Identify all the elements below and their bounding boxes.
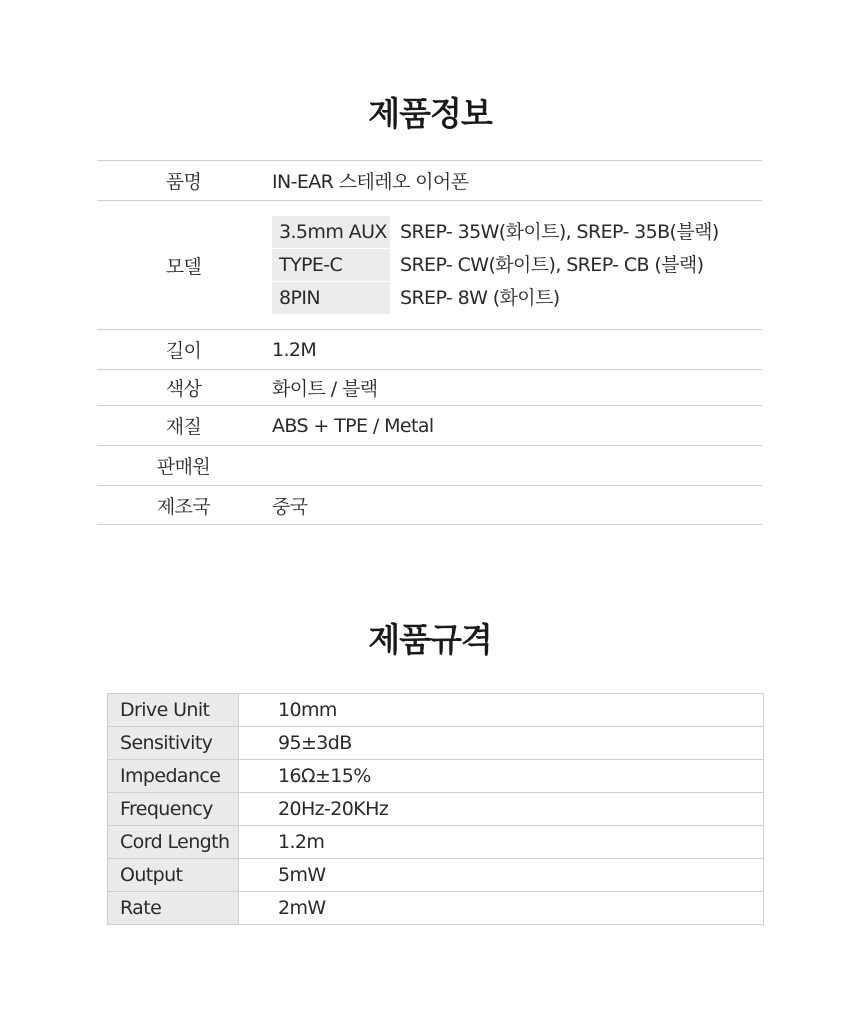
spec-value: 20Hz-20KHz: [239, 793, 764, 826]
info-row-name: [97, 160, 762, 200]
info-label: 색상: [165, 378, 202, 400]
spec-table: [107, 693, 764, 925]
spec-key: Cord Length: [108, 826, 239, 859]
model-value: SREP- 35W(화이트), SREP- 35B(블랙): [400, 221, 719, 243]
table-row: [108, 727, 764, 760]
info-label: 품명: [165, 171, 202, 193]
table-row: [108, 694, 764, 727]
model-value: SREP- CW(화이트), SREP- CB (블랙): [400, 254, 704, 276]
info-value: ABS + TPE / Metal: [272, 414, 434, 437]
model-list: [272, 216, 762, 315]
spec-key: Frequency: [108, 793, 239, 826]
info-label: 길이: [165, 340, 202, 362]
info-row-material: [97, 405, 762, 445]
spec-value: 16Ω±15%: [239, 760, 764, 793]
spec-value: 95±3dB: [239, 727, 764, 760]
table-row: [108, 892, 764, 925]
table-row: [108, 826, 764, 859]
info-row-model: [97, 200, 762, 329]
spec-value: 5mW: [239, 859, 764, 892]
info-label: 제조국: [156, 495, 211, 518]
info-value: IN-EAR 스테레오 이어폰: [272, 171, 469, 193]
info-value: 중국: [272, 495, 308, 518]
model-key: 8PIN: [272, 282, 390, 314]
spec-value: 1.2m: [239, 826, 764, 859]
table-row: [108, 793, 764, 826]
model-item: [272, 216, 762, 249]
table-row: [108, 859, 764, 892]
spec-key: Output: [108, 859, 239, 892]
info-label: 모델: [165, 255, 202, 278]
info-label: 재질: [165, 416, 202, 438]
info-value: 1.2M: [272, 338, 317, 361]
model-item: [272, 282, 762, 315]
info-row-seller: [97, 445, 762, 485]
product-info-title: 제품정보: [368, 94, 492, 133]
spec-value: 2mW: [239, 892, 764, 925]
info-value: 화이트 / 블랙: [272, 378, 378, 400]
model-key: 3.5mm AUX: [272, 216, 390, 248]
model-item: [272, 249, 762, 282]
spec-key: Drive Unit: [108, 694, 239, 727]
info-label: 판매원: [156, 456, 211, 478]
info-row-length: [97, 329, 762, 369]
info-row-origin: [97, 485, 762, 525]
spec-key: Rate: [108, 892, 239, 925]
info-value: [270, 216, 762, 315]
model-value: SREP- 8W (화이트): [400, 287, 560, 309]
spec-key: Sensitivity: [108, 727, 239, 760]
info-row-color: [97, 369, 762, 405]
product-info-table: [97, 160, 762, 525]
model-key: TYPE-C: [272, 249, 390, 281]
spec-key: Impedance: [108, 760, 239, 793]
table-row: [108, 760, 764, 793]
product-spec-title: 제품규격: [368, 620, 492, 659]
spec-value: 10mm: [239, 694, 764, 727]
